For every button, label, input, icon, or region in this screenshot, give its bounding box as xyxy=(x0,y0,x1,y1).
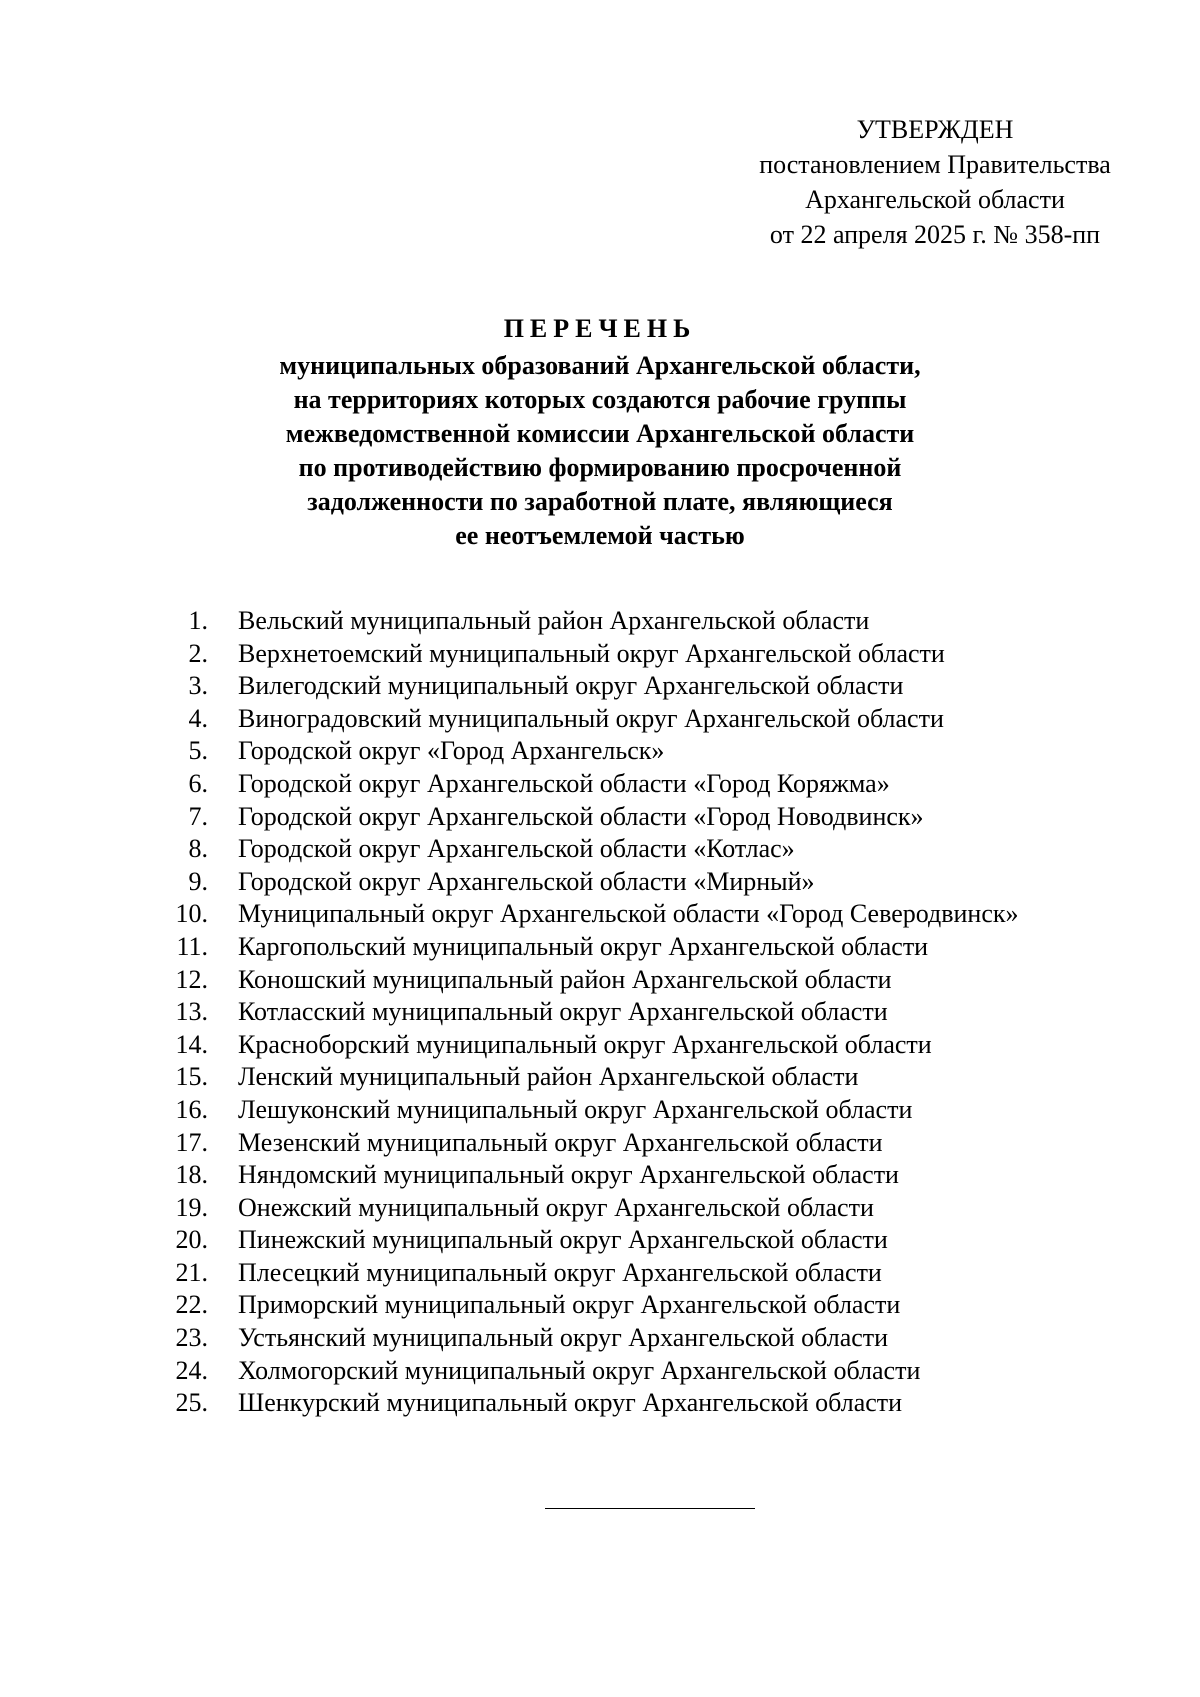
list-item-number: 13. xyxy=(175,997,208,1027)
list-item xyxy=(160,1257,1160,1290)
list-item xyxy=(160,1159,1160,1192)
list-item-text: Верхнетоемский муниципальный округ Архангельской области xyxy=(238,638,945,668)
approval-stamp xyxy=(700,112,1170,252)
list-item-text: Городской округ «Город Архангельск» xyxy=(238,736,665,766)
list-item-number: 17. xyxy=(175,1127,208,1157)
list-item-text: Плесецкий муниципальный округ Архангельской области xyxy=(238,1257,882,1287)
list-item-number: 8. xyxy=(188,834,208,864)
subtitle-line: на территориях которых создаются рабочие группы xyxy=(293,385,907,414)
list-item-number: 21. xyxy=(175,1257,208,1287)
subtitle-line: ее неотъемлемой частью xyxy=(455,521,745,550)
list-item-text: Вилегодский муниципальный округ Архангельской области xyxy=(238,671,904,701)
list-item-text: Муниципальный округ Архангельской области «Город Северодвинск» xyxy=(238,899,1019,929)
document-subtitle xyxy=(150,349,1050,553)
list-item-number: 7. xyxy=(188,801,208,831)
list-item-text: Пинежский муниципальный округ Архангельской области xyxy=(238,1225,888,1255)
list-item-text: Шенкурский муниципальный округ Архангельской области xyxy=(238,1388,903,1418)
list-item-number: 9. xyxy=(188,866,208,896)
list-item-number: 25. xyxy=(175,1388,208,1418)
list-item-text: Мезенский муниципальный округ Архангельской области xyxy=(238,1127,883,1157)
list-item-text: Красноборский муниципальный округ Архангельской области xyxy=(238,1029,932,1059)
list-item xyxy=(160,670,1160,703)
end-of-document-rule xyxy=(545,1508,755,1509)
approval-region: Архангельской области xyxy=(805,185,1065,214)
approval-heading: УТВЕРЖДЕН xyxy=(856,115,1014,144)
list-item-number: 3. xyxy=(188,671,208,701)
subtitle-line: по противодействию формированию просроченной xyxy=(298,453,902,482)
list-item-number: 24. xyxy=(175,1355,208,1385)
list-item-text: Няндомский муниципальный округ Архангельской области xyxy=(238,1160,899,1190)
list-item xyxy=(160,1029,1160,1062)
list-item xyxy=(160,1127,1160,1160)
list-item xyxy=(160,735,1160,768)
list-item-number: 18. xyxy=(175,1160,208,1190)
list-item-text: Ленский муниципальный район Архангельской области xyxy=(238,1062,859,1092)
list-item xyxy=(160,833,1160,866)
list-item-number: 12. xyxy=(175,964,208,994)
list-item-number: 10. xyxy=(175,899,208,929)
list-item xyxy=(160,1061,1160,1094)
document-title: ПЕРЕЧЕНЬ xyxy=(503,314,697,343)
approval-date-number: от 22 апреля 2025 г. № 358-пп xyxy=(769,220,1101,249)
list-item-text: Лешуконский муниципальный округ Архангельской области xyxy=(238,1094,913,1124)
list-item-number: 23. xyxy=(175,1323,208,1353)
list-item xyxy=(160,996,1160,1029)
list-item-number: 6. xyxy=(188,768,208,798)
list-item xyxy=(160,1322,1160,1355)
list-item-number: 5. xyxy=(188,736,208,766)
list-item xyxy=(160,931,1160,964)
document-title-block xyxy=(150,311,1050,553)
list-item-number: 15. xyxy=(175,1062,208,1092)
list-item-text: Каргопольский муниципальный округ Архангельской области xyxy=(238,931,929,961)
list-item-text: Городской округ Архангельской области «Котлас» xyxy=(238,834,795,864)
list-item-number: 2. xyxy=(188,638,208,668)
list-item-text: Вельский муниципальный район Архангельской области xyxy=(238,606,870,635)
list-item-text: Городской округ Архангельской области «Город Новодвинск» xyxy=(238,801,924,831)
list-item-text: Котласский муниципальный округ Архангельской области xyxy=(238,997,888,1027)
list-item xyxy=(160,1289,1160,1322)
list-item xyxy=(160,605,1160,638)
approval-authority: постановлением Правительства xyxy=(759,150,1111,179)
subtitle-line: задолженности по заработной плате, являющиеся xyxy=(307,487,893,516)
list-item xyxy=(160,768,1160,801)
list-item xyxy=(160,964,1160,997)
subtitle-line: межведомственной комиссии Архангельской области xyxy=(285,419,915,448)
list-item-number: 4. xyxy=(188,703,208,733)
list-item-number: 1. xyxy=(188,606,208,635)
list-item-text: Устьянский муниципальный округ Архангельской области xyxy=(238,1323,889,1353)
list-item-text: Городской округ Архангельской области «Мирный» xyxy=(238,866,815,896)
list-item xyxy=(160,1224,1160,1257)
list-item xyxy=(160,1192,1160,1225)
list-item-text: Городской округ Архангельской области «Город Коряжма» xyxy=(238,768,890,798)
list-item-text: Коношский муниципальный район Архангельской области xyxy=(238,964,892,994)
list-item-number: 19. xyxy=(175,1192,208,1222)
list-item-number: 20. xyxy=(175,1225,208,1255)
list-item-text: Онежский муниципальный округ Архангельской области xyxy=(238,1192,874,1222)
list-item xyxy=(160,898,1160,931)
list-item-number: 14. xyxy=(175,1029,208,1059)
list-item xyxy=(160,801,1160,834)
list-item xyxy=(160,866,1160,899)
list-item-number: 22. xyxy=(175,1290,208,1320)
list-item xyxy=(160,1355,1160,1388)
municipalities-list xyxy=(160,605,1160,1420)
list-item-text: Приморский муниципальный округ Архангельской области xyxy=(238,1290,901,1320)
list-item-number: 11. xyxy=(176,931,208,961)
list-item xyxy=(160,1094,1160,1127)
list-item-text: Виноградовский муниципальный округ Архангельской области xyxy=(238,703,944,733)
list-item-text: Холмогорский муниципальный округ Архангельской области xyxy=(238,1355,921,1385)
list-item xyxy=(160,1387,1160,1420)
list-item xyxy=(160,638,1160,671)
list-item xyxy=(160,703,1160,736)
subtitle-line: муниципальных образований Архангельской области, xyxy=(279,351,921,380)
list-item-number: 16. xyxy=(175,1094,208,1124)
